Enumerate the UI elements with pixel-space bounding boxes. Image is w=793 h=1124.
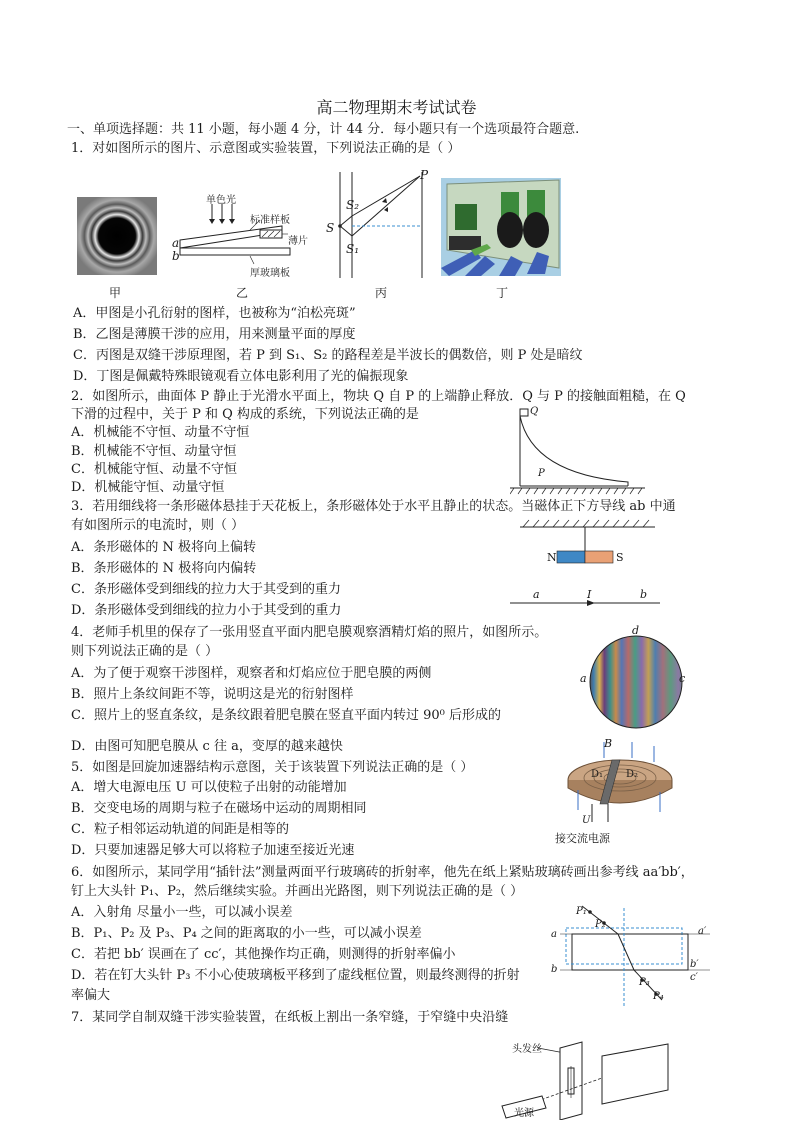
label-D2: D₂ (626, 769, 639, 780)
figure-q4-soap-film (588, 634, 684, 730)
figure-jia (77, 197, 157, 275)
label-monochromatic-light: 单色光 (206, 195, 236, 206)
q6-stem-line2: 钉上大头针 P₁、P₂，然后继续实验。并画出光路图，则下列说法正确的是（ ） (71, 884, 524, 899)
q1-stem: 1．对如图所示的图片、示意图或实验装置，下列说法正确的是（ ） (71, 141, 461, 156)
figure-yi-caption: 乙 (236, 286, 249, 300)
label-S: S (326, 221, 335, 235)
figure-ding-caption: 丁 (496, 286, 509, 300)
q1-option-a: A．甲图是小孔衍射的图样，也被称为“泊松亮斑” (73, 306, 356, 321)
label-N: N (547, 551, 557, 564)
q5-option-a: A．增大电源电压 U 可以使粒子出射的动能增加 (71, 780, 347, 795)
label-a-prime: a′ (698, 926, 707, 937)
label-d: d (632, 624, 640, 637)
q2-option-b: B．机械能不守恒、动量守恒 (71, 444, 237, 459)
label-ac-source: 接交流电源 (555, 832, 610, 845)
label-S1: S₁ (346, 242, 360, 256)
label-light-source: 光源 (514, 1108, 534, 1119)
label-P3: P₃ (639, 977, 650, 988)
q4-stem-line2: 则下列说法正确的是（ ） (71, 644, 219, 659)
label-B-field: B (604, 737, 613, 750)
q3-stem-line1: 3．若用细线将一条形磁体悬挂于天花板上，条形磁体处于水平且静止的状态。当磁体正下方导线 ab 中通 (71, 499, 676, 514)
q2-option-d: D．机械能守恒、动量守恒 (71, 480, 225, 495)
label-current-I: I (587, 588, 592, 601)
label-hair: 头发丝 (512, 1044, 542, 1055)
label-b-ref: b (551, 964, 558, 975)
q3-option-a: A．条形磁体的 N 极将向上偏转 (71, 540, 257, 555)
q5-option-c: C．粒子相邻运动轨道的间距是相等的 (71, 822, 289, 837)
q6-option-b: B．P₁、P₂ 及 P₃、P₄ 之间的距离取的小一些，可以减小误差 (71, 926, 422, 941)
q2-stem-line1: 2．如图所示，曲面体 P 静止于光滑水平面上，物块 Q 自 P 的上端静止释放．Q 与 P 的接触面粗糙，在 Q (71, 389, 686, 404)
q7-stem: 7．某同学自制双缝干涉实验装置，在纸板上割出一条窄缝，于窄缝中央沿缝 (71, 1010, 509, 1025)
figure-q5-cyclotron (562, 738, 682, 830)
label-wire-b: b (640, 588, 648, 601)
label-P1: P₁ (576, 906, 587, 917)
q4-stem-line1: 4．老师手机里的保存了一张用竖直平面内肥皂膜观察酒精灯焰的照片，如图所示。 (71, 625, 548, 640)
q5-stem: 5．如图是回旋加速器结构示意图，关于该装置下列说法正确的是（ ） (71, 760, 474, 775)
section-heading: 一、单项选择题：共 11 小题，每小题 4 分，计 44 分．每小题只有一个选项最符合题意. (67, 122, 580, 137)
q4-option-c: C．照片上的竖直条纹，是条纹跟着肥皂膜在竖直平面内转过 90⁰ 后形成的 (71, 708, 501, 723)
q1-option-c: C．丙图是双缝干涉原理图，若 P 到 S₁、S₂ 的路程差是半波长的偶数倍，则 P 处是暗纹 (73, 348, 583, 363)
label-wire-a: a (533, 588, 540, 601)
label-a: a (172, 236, 180, 250)
exam-title: 高二物理期末考试试卷 (316, 98, 477, 117)
label-S-pole: S (616, 551, 624, 564)
label-standard-plate: 标准样板 (250, 215, 290, 226)
label-P: P (420, 168, 429, 182)
figure-q2-curved-block (510, 404, 645, 496)
label-D1: D₁ (591, 769, 604, 780)
q5-option-b: B．交变电场的周期与粒子在磁场中运动的周期相同 (71, 801, 367, 816)
figure-bing-caption: 丙 (375, 286, 388, 300)
figure-ding (441, 178, 561, 276)
label-P-block: P (538, 468, 545, 479)
q5-option-d: D．只要加速器足够大可以将粒子加速至接近光速 (71, 843, 355, 858)
figure-jia-caption: 甲 (109, 286, 122, 300)
q6-option-d-continued: 率偏大 (71, 988, 111, 1003)
label-c-film: c (679, 672, 686, 685)
q1-option-d: D．丁图是佩戴特殊眼镜观看立体电影利用了光的偏振现象 (73, 369, 409, 384)
label-thick-glass: 厚玻璃板 (250, 268, 290, 279)
q4-option-d: D．由图可知肥皂膜从 c 往 a，变厚的越来越快 (71, 739, 343, 754)
label-a-ref: a (551, 929, 557, 940)
q4-option-b: B．照片上条纹间距不等，说明这是光的衍射图样 (71, 687, 354, 702)
label-S2: S₂ (346, 198, 360, 212)
q6-stem-line1: 6．如图所示，某同学用“插针法”测量两面平行玻璃砖的折射率，他先在纸上紧贴玻璃砖画出参考线 aa′bb′， (71, 865, 694, 880)
q3-option-d: D．条形磁体受到细线的拉力小于其受到的重力 (71, 603, 342, 618)
label-U: U (582, 815, 591, 826)
q3-option-b: B．条形磁体的 N 极将向内偏转 (71, 561, 257, 576)
label-Q: Q (530, 406, 539, 417)
q3-stem-line2: 有如图所示的电流时，则（ ） (71, 518, 245, 533)
label-P2: P₂ (595, 919, 606, 930)
q3-option-c: C．条形磁体受到细线的拉力大于其受到的重力 (71, 582, 341, 597)
label-thin-sheet: 薄片 (288, 236, 308, 247)
figure-bing (322, 170, 432, 280)
q6-option-c: C．若把 bb′ 误画在了 cc′，其他操作均正确，则测得的折射率偏小 (71, 947, 456, 962)
label-b-prime: b′ (690, 959, 699, 970)
q6-option-d: D．若在钉大头针 P₃ 不小心使玻璃板平移到了虚线框位置，则最终测得的折射 (71, 968, 520, 983)
q6-option-a: A．入射角 尽量小一些，可以减小误差 (71, 905, 293, 920)
q1-option-b: B．乙图是薄膜干涉的应用，用来测量平面的厚度 (73, 327, 356, 342)
label-b: b (172, 249, 180, 263)
q2-stem-line2: 下滑的过程中，关于 P 和 Q 构成的系统，下列说法正确的是 (71, 407, 419, 422)
label-a-film: a (580, 672, 587, 685)
q2-option-a: A．机械能不守恒、动量不守恒 (71, 425, 250, 440)
label-P4: P₄ (653, 991, 664, 1002)
q2-option-c: C．机械能守恒、动量不守恒 (71, 462, 237, 477)
label-c-prime: c′ (690, 972, 698, 983)
q4-option-a: A．为了便于观察干涉图样，观察者和灯焰应位于肥皂膜的两侧 (71, 666, 432, 681)
